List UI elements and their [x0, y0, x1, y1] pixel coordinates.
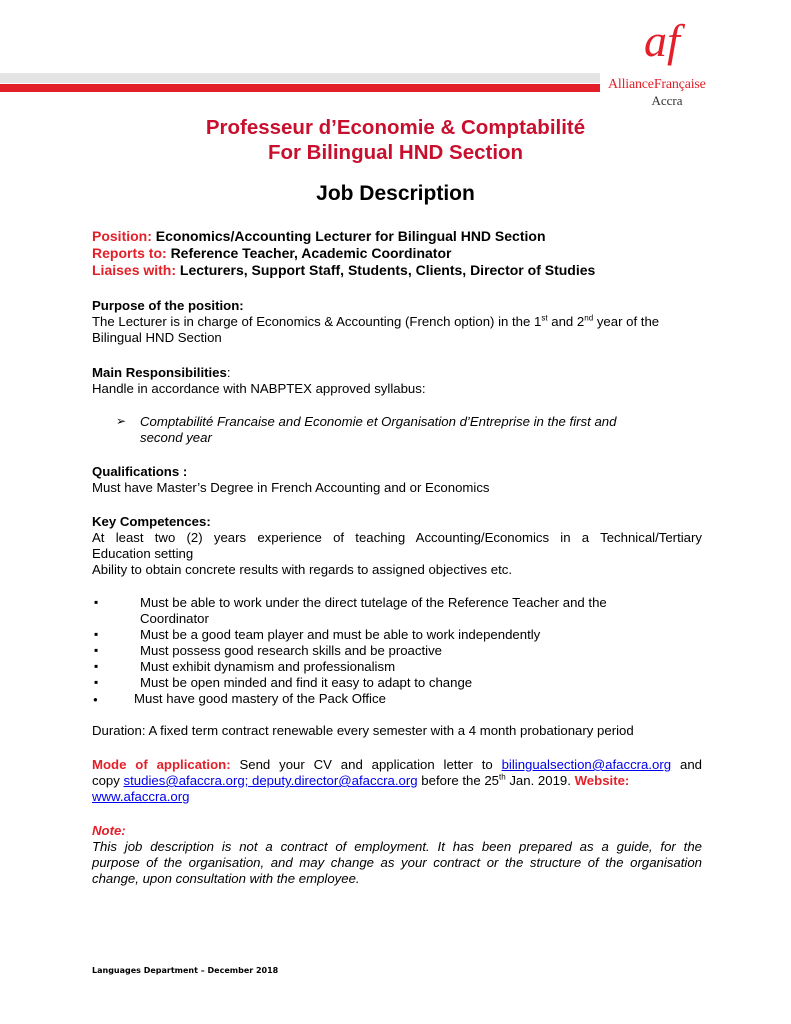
liaises-value: Lecturers, Support Staff, Students, Clients, Director of Studies	[179, 262, 596, 278]
application-line1	[92, 757, 702, 773]
square-bullet-icon: ▪	[94, 595, 99, 609]
website-label: Website:	[574, 773, 630, 788]
purpose-sup1: st	[541, 313, 548, 323]
note-heading: Note:	[92, 823, 126, 838]
application-line3	[92, 789, 702, 805]
email-link-studies-deputy[interactable]: studies@afaccra.org; deputy.director@afaccra.org	[123, 773, 418, 788]
competence-bullet-1: Must be able to work under the direct tutelage of the Reference Teacher and the	[140, 595, 607, 610]
website-link[interactable]: www.afaccra.org	[92, 789, 190, 804]
competence-bullet-4: Must exhibit dynamism and professionalism	[140, 659, 396, 674]
square-bullet-icon: ▪	[94, 675, 99, 689]
position-label: Position:	[92, 228, 152, 244]
duration-text: Duration: A fixed term contract renewable every semester with a 4 month probationary period	[92, 723, 634, 738]
responsibility-item-line1: Comptabilité Francaise and Economie et Organisation d’Entreprise in the first and	[140, 414, 617, 429]
page-subtitle: For Bilingual HND Section	[267, 141, 524, 164]
competences-line3: Ability to obtain concrete results with regards to assigned objectives etc.	[92, 562, 513, 577]
logo-city: Accra	[651, 93, 683, 108]
purpose-text-line1	[92, 314, 702, 330]
square-bullet-icon: ▪	[94, 659, 99, 673]
reports-value: Reference Teacher, Academic Coordinator	[170, 245, 452, 261]
liaises-label: Liaises with:	[92, 262, 177, 278]
position-line	[92, 228, 702, 244]
qualifications-heading: Qualifications :	[92, 464, 188, 479]
application-text5: Jan. 2019.	[505, 773, 575, 788]
application-label: Mode of application:	[92, 757, 231, 772]
application-sup: th	[499, 772, 506, 782]
competence-bullet-5: Must be open minded and find it easy to adapt to change	[140, 675, 473, 690]
purpose-text-b: and 2	[547, 314, 585, 329]
competence-bullet-3: Must possess good research skills and be proactive	[140, 643, 442, 658]
application-text2: and	[671, 757, 702, 772]
email-link-bilingualsection[interactable]: bilingualsection@afaccra.org	[501, 757, 672, 772]
purpose-text-line2: Bilingual HND Section	[92, 330, 222, 345]
page-title: Professeur d’Economie & Comptabilité	[205, 116, 586, 139]
alliance-francaise-logo-icon	[640, 10, 690, 70]
reports-line	[92, 245, 702, 261]
arrow-bullet-icon: ➢	[116, 414, 127, 428]
responsibilities-heading: Main Responsibilities	[92, 365, 227, 380]
responsibilities-colon: :	[226, 365, 231, 380]
square-bullet-icon: ▪	[94, 627, 99, 641]
purpose-sup2: nd	[584, 313, 594, 323]
reports-label: Reports to:	[92, 245, 167, 261]
competence-bullet-1-cont: Coordinator	[140, 611, 209, 626]
dot-bullet-icon: ●	[93, 695, 98, 704]
liaises-line	[92, 262, 702, 278]
qualifications-text: Must have Master’s Degree in French Accounting and or Economics	[92, 480, 490, 495]
header-band-grey	[0, 73, 600, 83]
responsibilities-intro: Handle in accordance with NABPTEX approved syllabus:	[92, 381, 426, 396]
purpose-text-a: The Lecturer is in charge of Economics & Accounting (French option) in the 1	[92, 314, 542, 329]
position-value: Economics/Accounting Lecturer for Bilingual HND Section	[155, 228, 546, 244]
responsibility-item-line2: second year	[140, 430, 212, 445]
square-bullet-icon: ▪	[94, 643, 99, 657]
application-text3: copy	[92, 773, 124, 788]
note-line1: This job description is not a contract of employment. It has been prepared as a guide, for the	[92, 839, 702, 854]
note-line2: purpose of the organisation, and may change as your contract or the structure of the organisation	[92, 855, 702, 870]
job-description-heading: Job Description	[316, 182, 475, 205]
page-footer: Languages Department – December 2018	[92, 966, 279, 975]
competence-bullet-6: Must have good mastery of the Pack Office	[134, 691, 386, 706]
header-band-red	[0, 84, 600, 92]
logo-mark-text: af	[644, 15, 680, 66]
responsibilities-heading-line	[92, 365, 702, 381]
competences-line1: At least two (2) years experience of teaching Accounting/Economics in a Technical/Tertiary	[92, 530, 702, 545]
application-text1: Send your CV and application letter to	[230, 757, 502, 772]
competences-heading: Key Competences:	[92, 514, 211, 529]
logo-name: AllianceFrançaise	[608, 77, 706, 92]
purpose-text-c: year of the	[593, 314, 660, 329]
competence-bullet-2: Must be a good team player and must be able to work independently	[140, 627, 541, 642]
purpose-heading: Purpose of the position:	[92, 298, 244, 313]
application-text4: before the 25	[417, 773, 499, 788]
competences-line2: Education setting	[92, 546, 194, 561]
note-line3: change, upon consultation with the employee.	[92, 871, 360, 886]
application-line2	[92, 773, 702, 789]
